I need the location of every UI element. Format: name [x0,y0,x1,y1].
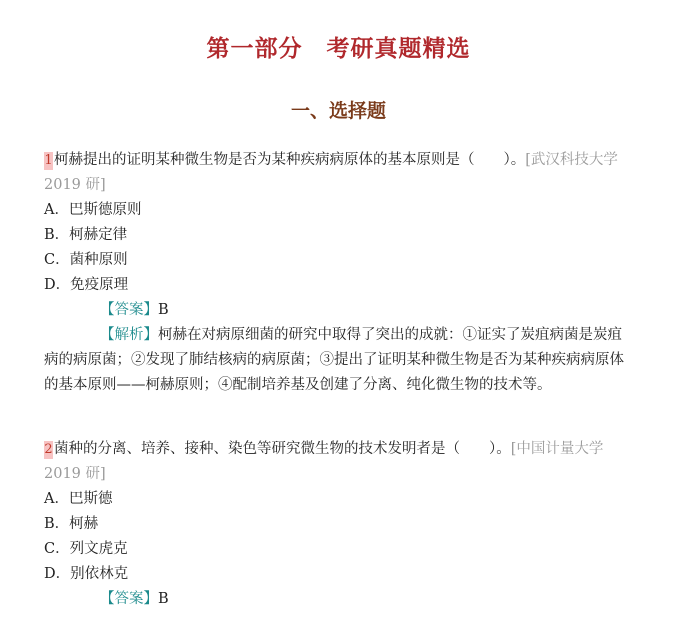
option-d: D．免疫原理 [44,277,129,293]
answer-line [44,587,624,612]
explanation [44,323,624,398]
option-c: C．列文虎克 [44,541,128,557]
answer-value: B [158,591,169,607]
question-number: 2 [44,442,53,457]
question-source: [中国计量大学 2019 研] [44,441,604,482]
question-text: 菌种的分离、培养、接种、染色等研究微生物的技术发明者是（ ）。 [54,441,511,457]
question-stem [44,148,624,198]
option-d: D．别依林克 [44,566,129,582]
explanation-text: 柯赫在对病原细菌的研究中取得了突出的成就：①证实了炭疽病菌是炭疽病的病原菌；②发现了肺结核病的病原菌；③提出了证明某种微生物是否为某种疾病病原体的基本原则——柯赫原则；④配制培养基及创建了分离、纯化微生物的技术等。 [44,327,624,393]
part-title: 第一部分 考研真题精选 [206,35,471,62]
question-source: [武汉科技大学 2019 研] [44,152,618,193]
question-text: 柯赫提出的证明某种微生物是否为某种疾病病原体的基本原则是（ ）。 [54,152,526,168]
option-b: B．柯赫 [44,516,99,532]
answer-value: B [158,302,169,318]
explanation-label: 【解析】 [100,327,158,343]
answer-label: 【答案】 [100,591,158,607]
question-number: 1 [44,153,53,168]
answer-label: 【答案】 [100,302,158,318]
question-1 [44,148,624,398]
option-b: B．柯赫定律 [44,227,128,243]
option-c: C．菌种原则 [44,252,128,268]
answer-line [44,298,624,323]
option-a: A．巴斯德原则 [44,202,142,218]
question-2 [44,437,624,612]
section-title: 一、选择题 [290,100,386,122]
question-stem [44,437,624,487]
option-a: A．巴斯德 [44,491,113,507]
